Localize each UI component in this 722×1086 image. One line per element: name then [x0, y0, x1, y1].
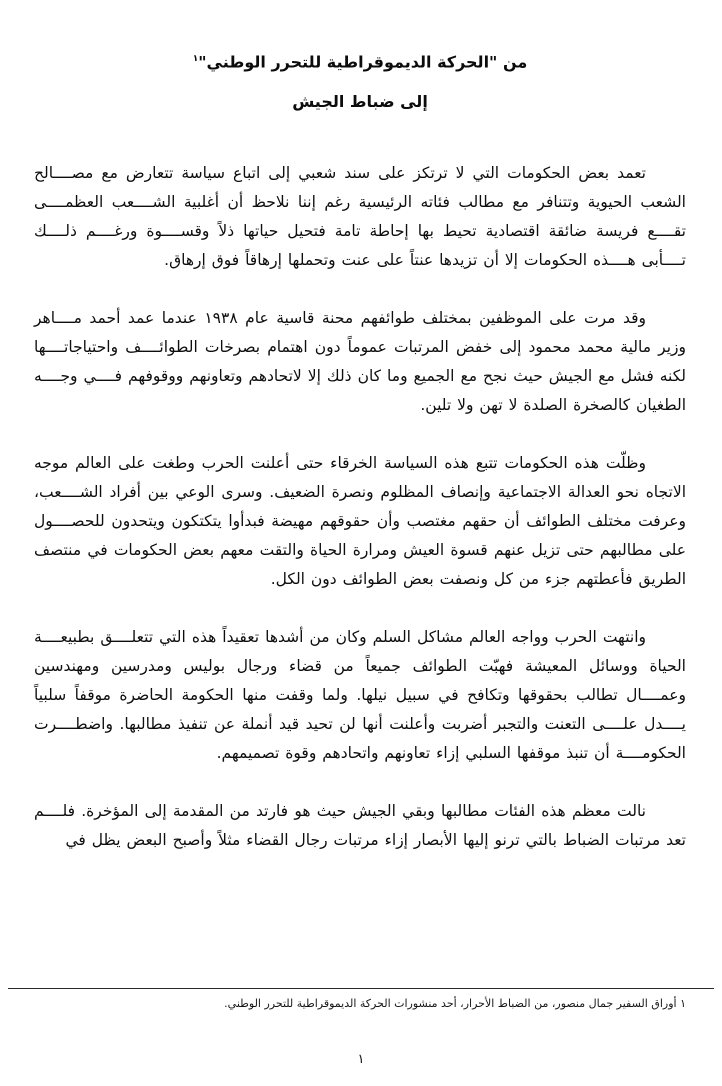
footnote-reference-marker: ١ [192, 54, 199, 64]
document-title-text: من "الحركة الديموقراطية للتحرر الوطني" [198, 52, 528, 72]
paragraph: وقد مرت على الموظفين بمختلف طوائفهم محنة قاسية عام ١٩٣٨ عندما عمد أحمد مــــاهر وزير مالية محمد محمود إلى خفض المرتبات عموماً دون اهتمام بصرخات الطوائــــف واحتياجاتــــها لكنه فشل مع الجيش حيث نجح مع الجميع وما كان ذلك إلا لاتحادهم وتعاونهم ووقوفهم فــــي وجــــه الطغيان كالصخرة الصلدة لا تهن ولا تلين. [34, 309, 686, 415]
footnote-separator [8, 988, 714, 989]
document-title [34, 46, 686, 75]
document-subtitle: إلى ضباط الجيش [292, 92, 428, 112]
paragraph: تعمد بعض الحكومات التي لا ترتكز على سند شعبي إلى اتباع سياسة تتعارض مع مصــــالح الشعب الحيوية وتتنافر مع مطالب فئاته الرئيسية رغم إننا نلاحظ أن أغلبية الشــــعب العظمــــى تقــــع فريسة ضائقة اقتصادية تحيط بها إحاطة تامة فتحيل حياتها ذلاً وقســــوة ورغــــم ذلــــك تــــأبى هــــذه الحكومات إلا أن تزيدها عنتاً على عنت وتحملها إرهاقاً فوق إرهاق. [34, 164, 686, 270]
paragraph: نالت معظم هذه الفئات مطالبها وبقي الجيش حيث هو فارتد من المقدمة إلى المؤخرة. فلــــم تعد مرتبات الضباط بالتي ترنو إليها الأبصار إزاء مرتبات رجال القضاء مثلاً وأصبح البعض يظل في [34, 802, 686, 850]
title-block [34, 46, 686, 115]
footnote: ١ أوراق السفير جمال منصور، من الضباط الأحرار، أحد منشورات الحركة الديموقراطية للتحرر الوطني. [224, 997, 686, 1010]
paragraph: وظلّت هذه الحكومات تتبع هذه السياسة الخرقاء حتى أعلنت الحرب وطغت على العالم موجه الاتجاه نحو العدالة الاجتماعية وإنصاف المظلوم ونصرة الضعيف. وسرى الوعي بين أفراد الشــــعب، وعرفت مختلف الطوائف أن حقهم مغتصب وأن حقوقهم مهيضة فبدأوا يتكتكون ويتحدون للحصــــول على مطالبهم حتى تزيل عنهم قسوة العيش ومرارة الحياة والتقت معهم بعض الحكومات في منتصف الطريق فأعطتهم جزء من كل ونصفت بعض الطوائف دون الكل. [34, 454, 686, 589]
document-body [34, 159, 686, 855]
paragraph: وانتهت الحرب وواجه العالم مشاكل السلم وكان من أشدها تعقيداً هذه التي تتعلــــق بطبيعــــة الحياة ووسائل المعيشة فهبّت الطوائف جميعاً من قضاء ورجال بوليس ومدرسين ومهندسين وعمــــال تطالب بحقوقها وتكافح في سبيل نيلها. ولما وقفت منها الحكومة الحاضرة موقفاً سلبياً يــــدل علــــى التعنت والتجبر أضربت وأعلنت أنها لن تحيد قيد أنملة عن تنفيذ مطالبها. واضطــــرت الحكومــــة أن تنبذ موقفها السلبي إزاء تعاونهم واتحادهم وقوة تصميمهم. [34, 628, 686, 763]
page-number: ١ [357, 1052, 365, 1067]
